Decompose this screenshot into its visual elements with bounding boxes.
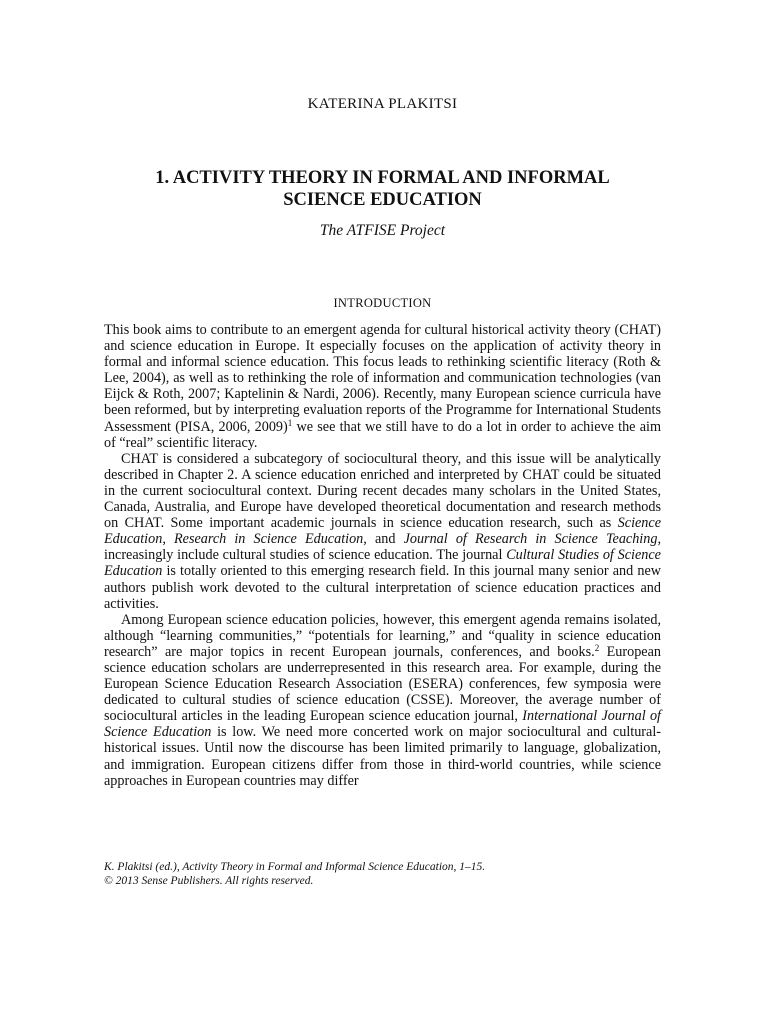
- paragraph-1-text-a: This book aims to contribute to an emergent agenda for cultural historical activity theory (CHAT) and science education in Europe. It especially focuses on the application of activity theory in formal and informal science education. This focus leads to rethinking scientific literacy (Roth & Lee, 2004), as well as to rethinking the role of information and communication technologies (van Eijck & Roth, 2007; Kaptelinin & Nardi, 2006). Recently, many European science curricula have been reformed, but by interpreting evaluation reports of the Programme for International Students Assessment (PISA, 2006, 2009): [104, 322, 661, 435]
- journal-title-4: International Journal of Science Education: [104, 708, 661, 741]
- journal-title-2: Journal of Research in Science Teaching,: [403, 531, 661, 548]
- paragraph-2-text-c: increasingly include cultural studies of science education. The journal: [104, 547, 507, 564]
- chapter-title-line1: 1. ACTIVITY THEORY IN FORMAL AND INFORMAL: [155, 168, 610, 188]
- paragraph-1: [104, 322, 661, 451]
- paragraph-2: [104, 451, 661, 612]
- paragraph-1-text-b: we see that we still have to do a lot in order to achieve the aim of “real” scientific literacy.: [104, 418, 661, 451]
- body-text: [104, 322, 661, 789]
- page-footer: [104, 860, 661, 888]
- author-name: KATERINA PLAKITSI: [307, 96, 458, 112]
- paragraph-2-text-a: CHAT is considered a subcategory of sociocultural theory, and this issue will be analytically described in Chapter 2. A science education enriched and interpreted by CHAT could be situated in the current sociocultural context. During recent decades many scholars in the United States, Canada, Australia, and Europe have developed theoretical documentation and research methods on CHAT. Some important academic journals in science education research, such as: [104, 450, 661, 532]
- paragraph-2-text-b: and: [366, 531, 404, 548]
- footer-copyright: © 2013 Sense Publishers. All rights reserved.: [104, 875, 314, 887]
- section-heading: INTRODUCTION: [333, 296, 432, 310]
- paragraph-2-text-d: is totally oriented to this emerging research field. In this journal many senior and new authors publish work devoted to the cultural interpretation of science education practices and activities.: [104, 563, 661, 612]
- journal-title-1: Science Education, Research in Science Education,: [104, 515, 661, 548]
- chapter-title: [104, 167, 661, 211]
- chapter-subtitle: The ATFISE Project: [319, 222, 446, 239]
- footer-citation: K. Plakitsi (ed.), Activity Theory in Formal and Informal Science Education, 1–15.: [104, 861, 486, 873]
- paragraph-3-text-b: European science education scholars are underrepresented in this research area. For example, during the European Science Education Research Association (ESERA) conferences, few symposia were dedicated to cultural studies of science education (CSSE). Moreover, the average number of sociocultural articles in the leading European science education journal,: [104, 643, 661, 725]
- chapter-title-line2: SCIENCE EDUCATION: [283, 190, 482, 210]
- journal-title-3: Cultural Studies of Science Education: [104, 547, 661, 580]
- paragraph-3-text-c: is low. We need more concerted work on major sociocultural and cultural-historical issues. Until now the discourse has been limited primarily to language, globalization, and immigration. European citizens differ from those in third-world countries, while science approaches in European countries may differ: [104, 724, 661, 789]
- footnote-marker-2[interactable]: 2: [594, 642, 600, 653]
- paragraph-3-text-a: Among European science education policies, however, this emergent agenda remains isolated, although “learning communities,” “potentials for learning,” and “quality in science education research” are major topics in recent European journals, conferences, and books.: [104, 611, 661, 660]
- footnote-marker-1[interactable]: 1: [287, 417, 293, 428]
- paragraph-3: [104, 612, 661, 789]
